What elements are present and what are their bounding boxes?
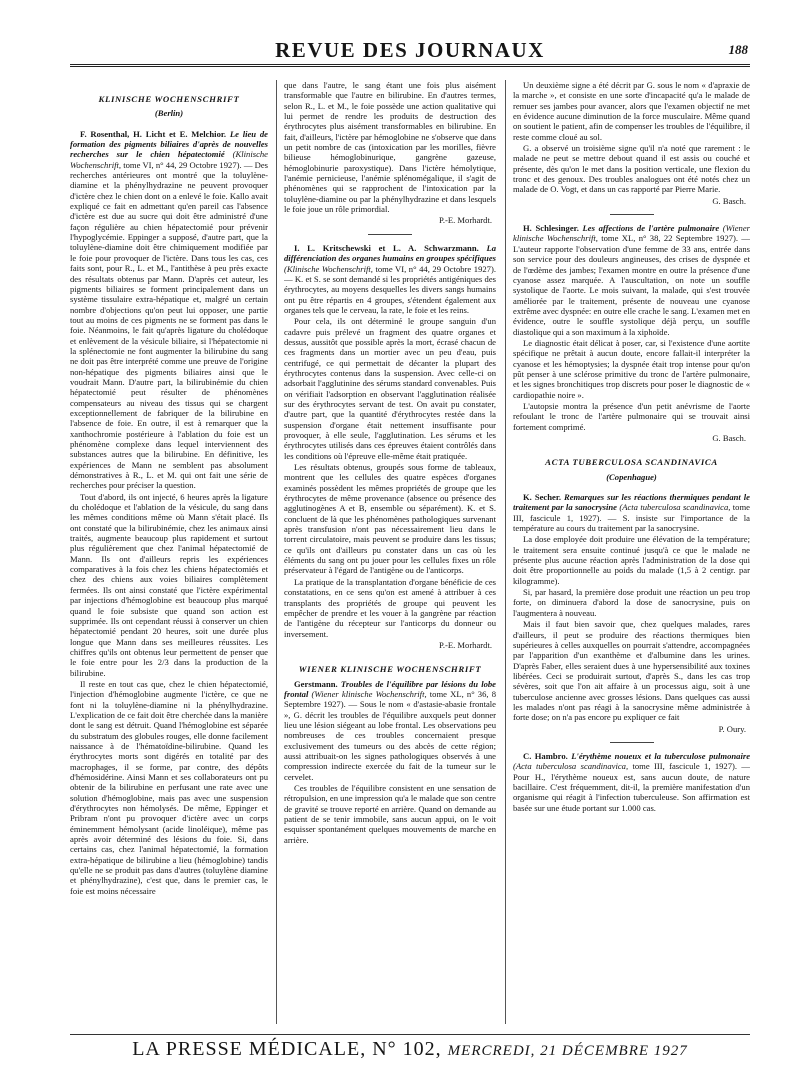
article-authors: H. Schlesinger. (523, 223, 579, 234)
article-paragraph (513, 751, 750, 813)
article-paragraph: L'autopsie montra la présence d'un petit anévrisme de l'aorte refoulant le tronc de l'artère pulmonaire qui se trouvait ainsi fortement comprimé. (513, 400, 750, 432)
article-authors: Gerstmann. (294, 678, 338, 689)
article-paragraph: G. a observé un troisième signe qu'il n'a noté que rarement : le malade ne peut se mettre debout quand il est assis ou couché et présente, dès qu'on le met dans la position verticale, une flexion du tronc et des genoux. Des troubles analogues ont été notés chez un malade de O. Vogt, et dans un cas rapporté par Pierre Marie. (513, 143, 750, 195)
article-text: tome III, fascicule 1, 1927). — S. insiste sur l'importance de la température au cours du traitement par la sanocrysine. (513, 502, 750, 534)
article-paragraph (513, 492, 750, 533)
article-title: Remarques sur les réactions thermiques pendant le traitement par la sanocrysine (513, 492, 750, 513)
column-divider (505, 80, 506, 1024)
page-number: 188 (728, 42, 748, 57)
article-text: tome XL, n° 36, 8 Septembre 1927). — Sous le nom « d'astasie-abasie frontale », G. décrit les troubles de l'équilibre auxquels peut donner lieu une lésion siégeant au lobe frontal. Les observations peu nombreuses de ces troubles concernaient presque exclusivement des tumeurs ou des abcès de cette région; aussi attribuait-on les signes pathologiques observés à une compression indirecte exercée du fait de la tumeur sur le cervelet. (284, 688, 496, 782)
article-paragraph: que dans l'autre, le sang étant une fois plus aisément transformable que l'autre en bilirubine. En d'autres termes, selon R., L. et M., le foie possède une action qualitative qui lui permet de rendre les produits de destruction des érythrocytes plus aisément transformables en bilirubine. En fait, d'ailleurs, l'ictère par hémoglobine ne s'observe que dans un petit nombre de cas (intoxication par les morilles, fièvre bilieuse hémoglobinurique, gangrène gazeuse, hémoglobinurie paroxystique). Dans l'ictère hémolytique, l'anémie pernicieuse, l'anémie splénomégalique, il s'agit de phénomènes qui se rapprochent de l'intoxication par la toluylène-diamine ou par la phénylhydrazine et dans lesquels le foie joue un rôle primordial. (284, 80, 496, 215)
article-paragraph: La dose employée doit produire une élévation de la température; le traitement sera ensuite continué jusqu'à ce que le malade ne présente plus aucune réaction après l'administration de la dose qui doit être proportionnelle au poids du malade (1,5 à 2 centigr. par kilogramme). (513, 534, 750, 586)
section-separator (610, 214, 654, 215)
article-reference: (Klinische Wochenschrift, (284, 263, 373, 274)
article-text: tome VI, n° 44, 29 Octobre 1927). — K. et S. se sont demandé si les propriétés antigéniques des érythrocytes, au moyens desquelles les divers sangs humains ont pu être répartis en 4 groupes, s'étendent également aux organes tels que le cerveau, la rate, le foie et les reins. (284, 263, 496, 315)
section-separator (610, 742, 654, 743)
article-title: La différenciation des organes humains en groupes spécifiques (284, 242, 496, 264)
article-authors: K. Secher. (523, 492, 561, 503)
article-paragraph: Pour cela, ils ont déterminé le groupe sanguin d'un cadavre puis prélevé un fragment des quatre organes et dessus, aussitôt que possible après la mort, écrasé chacun de ces fragments dans un mortier avec un peu d'eau, puis centrifugé, ce qui permettait de décanter la plupart des érythrocytes contenus dans la suspension. Avec celle-ci on adsorbait l'agglutinine des sérums standard convenables. Puis on vérifiait l'adsorption en observant l'agglutination réalisée sur des érythrocytes servant de test. On avait pu constater, d'autre part, que la quantité d'érythrocytes restée dans la suspension d'organe était nettement insuffisante pour provoquer, à elle seule, l'agglutination. Les sérums et les érythrocytes utilisés dans ces épreuves étaient contrôlés dans les conditions où l'épreuve elle-même était pratiquée. (284, 316, 496, 461)
journal-heading: WIENER KLINISCHE WOCHENSCHRIFT (298, 664, 482, 675)
footer-line (70, 1038, 750, 1061)
article-text: tome XL, n° 38, 22 Septembre 1927). — L'auteur rapporte l'observation d'une femme de 33 ans, entrée dans son service pour des douleurs angineuses, des crises de dyspnée et de l'œdème des jambes; l'examen montre en outre la présence d'une cyanose assez marquée. A l'auscultation, on note un souffle systolique de l'aorte. Le mois suivant, la malade, qui s'est trouvée améliorée par le traitement, présente de nouveau une cyanose extrême avec dyspnée: en outre elle crache le sang. L'examen met en évidence, outre le souffle systolique déjà perçu, un souffle diastolique qui a son maximum à la xiphoïde. (513, 233, 750, 337)
column-middle (284, 80, 496, 1026)
article-paragraph: Si, par hasard, la première dose produit une réaction un peu trop forte, on diminuera d'abord la dose de sanocrysine, puis on l'augmentera à nouveau. (513, 587, 750, 618)
article-paragraph: Le diagnostic était délicat à poser, car, si l'existence d'une aortite spécifique ne prêtait à aucun doute, encore fallait-il interpréter la cyanose et les hémoptysies; la dyspnée était trop intense pour qu'on pût penser à une sclérose primitive du tronc de l'artère pulmonaire, et les signes bronchitiques trop discrets pour poser le diagnostic de « cardiopathie noire ». (513, 337, 750, 400)
article-paragraph: Tout d'abord, ils ont injecté, 6 heures après la ligature du cholédoque et l'ablation de la vésicule, du sang dans les mêmes conditions même où Mann s'était placé. Ils ont constaté que la bilirubinémie, chez les animaux ainsi traités, augmente beaucoup plus rapidement et surtout plus régulièrement que chez l'animal hépatectomié de Mann. Ils ont d'ailleurs repris les expériences comparatives à la fois chez les chiens hépatectomiés et chez des chiens aux voies biliaires complètement fermées. Ils ont ainsi constaté que l'ictère expérimental par injections d'hémoglobine est beaucoup plus marqué quand le foie subsiste que quand son action est supprimée. Ils ont cependant réussi à conserver un chien hépatectomié pendant 20 heures, soit une durée plus longue que Mann dans ses meilleures réussites. Les chiffres qu'ils ont obtenus leur permettent de penser que le foie entre pour les 2/3 dans la production de la bilirubine. (70, 491, 268, 678)
article-reference: (Klinische Wochenschrift, (70, 149, 268, 170)
page-header (70, 36, 750, 67)
footer-journal: LA PRESSE MÉDICALE, N° 102, (132, 1038, 442, 1060)
article-paragraph: Mais il faut bien savoir que, chez quelques malades, rares d'ailleurs, il peut se produire des réactions thermiques bien supérieures à celles auxquelles on pourrait s'attendre, accompagnées par l'apparition d'un exanthème et d'albumine dans les urines. D'après Faber, elles seraient dues à une hypersensibilité aux toxines libérées. Ceci se produirait surtout, d'après S., dans les cas trop sévères, soit que l'on ait affaire à un processus aigu, soit à une tuberculose ancienne avec grosses lésions. Dans quelques cas aussi les malades n'ont pas réagi à la sanocrysine même administrée à forte dose; on n'a pas encore pu expliquer ce fait (513, 619, 750, 723)
journal-heading: KLINISCHE WOCHENSCHRIFT (98, 94, 240, 104)
article-paragraph: Un deuxième signe a été décrit par G. sous le nom « d'apraxie de la marche », et consiste en une sorte d'incapacité qu'a le malade de remuer ses jambes pour avancer, alors que l'examen objectif ne met en évidence aucune diminution de la force musculaire. Même quand on soutient le patient, afin de compenser les troubles de l'équilibre, il reste comme cloué au sol. (513, 80, 750, 142)
article-authors: F. Rosenthal, H. Licht et E. Melchior. (80, 128, 227, 139)
article-text: tome VI, n° 44, 29 Octobre 1927). — Des recherches antérieures ont montré que la toluylène-diamine et la phénylhydrazine ne peuvent provoquer d'ictère chez le chien dont on a enlevé le foie. Kallo avait expliqué ce fait en admettant qu'en pareil cas l'absence d'ictère est due au sucre qui doit être administré d'une façon régulière au chien hépatectomié pour prévenir l'hypoglycémie. Eppinger a supposé, d'autre part, que la toluylène-diamine doit être chimiquement modifiée par le foie pour provoquer de l'ictère. Dans tous les cas, ces faits sont, pour R., L. et M., l'antithèse à peu près exacte des résultats obtenus par Mann. D'après cet auteur, les pigments biliaires se forment principalement dans un système tissulaire extra-hépatique et, malgré un certain nombre d'objections qu'on peut lui opposer, une partie tout au moins de ces pigments ne se forment pas dans le foie. Néanmoins, le fait qu'après ligature du cholédoque et enlèvement de la vésicule biliaire, si l'hépatectomie ni la splénectomie ne font augmenter la bilirubine du sang ne doit pas être interprété comme une preuve de l'origine non-hépatique des pigments biliaires ainsi que le voudrait Mann. D'autre part, la bilirubinémie du chien hépatectomié peut résulter de phénomènes compensateurs au niveau des tissus qui se chargent exceptionnellement de fabriquer de la bilirubine en l'absence de foie. En outre, il est à remarquer que la xanthochromie postérieure à l'ablation du foie est un phénomène complexe dans lequel interviennent des substances autres que la bilirubine. En définitive, les expériences de Mann ne semblent pas absolument démonstratives à R., L. et M. qui ont fait une série de recherches pour préciser la question. (70, 159, 268, 491)
page-title: REVUE DES JOURNAUX (275, 38, 545, 62)
article-title: L'érythème noueux et la tuberculose pulmonaire (571, 750, 750, 761)
column-divider (276, 80, 277, 1024)
article-reference: (Wiener klinische Wochenschrift, (513, 223, 750, 244)
article-text: tome III, fascicule 1, 1927). — Pour H., l'érythème noueux est, sans aucun doute, de nature bacillaire. C'est fréquemment, dit-il, la première manifestation d'un organisme qui réagit à l'infection tuberculeuse. Son affirmation est basée sur une étude portant sur 1.000 cas. (513, 761, 750, 813)
article-paragraph: La pratique de la transplantation d'organe bénéficie de ces constatations, en ce sens qu'on est amené à attribuer à ces transplants des propriétés de groupe qui peuvent les empêcher de prendre et les vouer à la gangrène par réaction de l'antigène du récepteur sur l'anticorps du donneur ou inversement. (284, 576, 496, 639)
page-footer (70, 1034, 750, 1059)
journal-city: (Berlin) (154, 108, 184, 119)
article-reference: (Wiener klinische Wochenschrift, (311, 688, 427, 699)
article-authors: I. L. Kritschewski et L. A. Schwarzmann. (294, 242, 479, 253)
article-paragraph (284, 679, 496, 782)
journal-city: (Copenhague) (606, 471, 657, 482)
journal-heading: ACTA TUBERCULOSA SCANDINAVICA (545, 457, 718, 468)
article-paragraph (513, 223, 750, 337)
article-signature: P.-E. Morhardt. (439, 215, 492, 226)
article-signature: P. Oury. (718, 723, 746, 734)
column-left (70, 80, 268, 1026)
article-title: Les affections de l'artère pulmonaire (582, 223, 720, 234)
article-reference: (Acta tuberculosa scandinavica, (513, 761, 629, 772)
column-right (513, 80, 750, 1026)
article-title: Troubles de l'équilibre par lésions du lobe frontal (284, 678, 496, 699)
article-paragraph: Ces troubles de l'équilibre consistent en une sensation de rétropulsion, en une impression qu'a le malade que son centre de gravité se trouve reporté en arrière. Quand on demande au patient de se tenir immobile, sans aucun appui, on le voit esquisser spontanément quelques mouvements de marche en arrière. (284, 783, 496, 845)
article-paragraph: Il reste en tout cas que, chez le chien hépatectomié, l'injection d'hémoglobine augmente l'ictère, ce que ne font ni la toluylène-diamine ni la phénylhydrazine. L'explication de ce fait doit être cherchée dans la manière dont le sang est détruit. Quand l'hémoglobine est séparée du substratum des globules rouges, elle donne facilement naissance à de l'hématoïdine-bilirubine. Quand les érythrocytes morts sont digérés en totalité par des macrophages, il se forme, par contre, des dépôts d'hémosidérine. Ainsi Mann et ses collaborateurs ont pu obtenir de la bilirubine en perfusant une rate avec une solution d'hémoglobine, mais pas avec une suspension d'érythrocytes non hémolysés. De même, Eppinger et Pribram n'ont pu provoquer d'ictère avec un corps éminemment hémolysant (acide linoléique), même pas après avoir déterminé des lésions du foie. Si, dans certains cas, chez l'animal hépatectomié, la formation extra-hépatique de bilirubine a lieu (hémoglobine) tandis qu'elle ne se produit pas dans d'autres (toluylène diamine et phénylhydrazine), c'est que, dans le premier cas, le foie est moins nécessaire (70, 678, 268, 896)
article-signature: P.-E. Morhardt. (439, 639, 492, 650)
article-signature: G. Basch. (712, 433, 746, 443)
article-signature: G. Basch. (712, 195, 746, 206)
article-title: Le lieu de formation des pigments biliaires d'après de nouvelles recherches sur le chien hépatectomié (70, 128, 268, 160)
article-reference: (Acta tuberculosa scandinavica, (619, 502, 731, 513)
article-paragraph: Les résultats obtenus, groupés sous forme de tableaux, montrent que les cellules des quatre espèces d'organes examinés possèdent les mêmes propriétés de groupe que les érythrocytes de même provenance (absence ou présence des agglutinogènes A et B, ensemble ou séparément). K. et S. concluent de là que les phénomènes pathologiques survenant après transfusion n'ont pas nécessairement lieu dans le torrent circulatoire, mais peuvent se produire dans les tissus; ce qu'ils ont d'ailleurs pu constater dans un cas où les éléments du sang ont pu jouer pour les cellules fixes un rôle préservateur à l'égard de l'antigène ou de l'anticorps. (284, 462, 496, 576)
section-separator (368, 234, 412, 235)
footer-date: MERCREDI, 21 DÉCEMBRE 1927 (447, 1043, 688, 1059)
article-paragraph (70, 129, 268, 491)
article-paragraph (284, 243, 496, 315)
article-authors: C. Hambro. (523, 750, 568, 761)
